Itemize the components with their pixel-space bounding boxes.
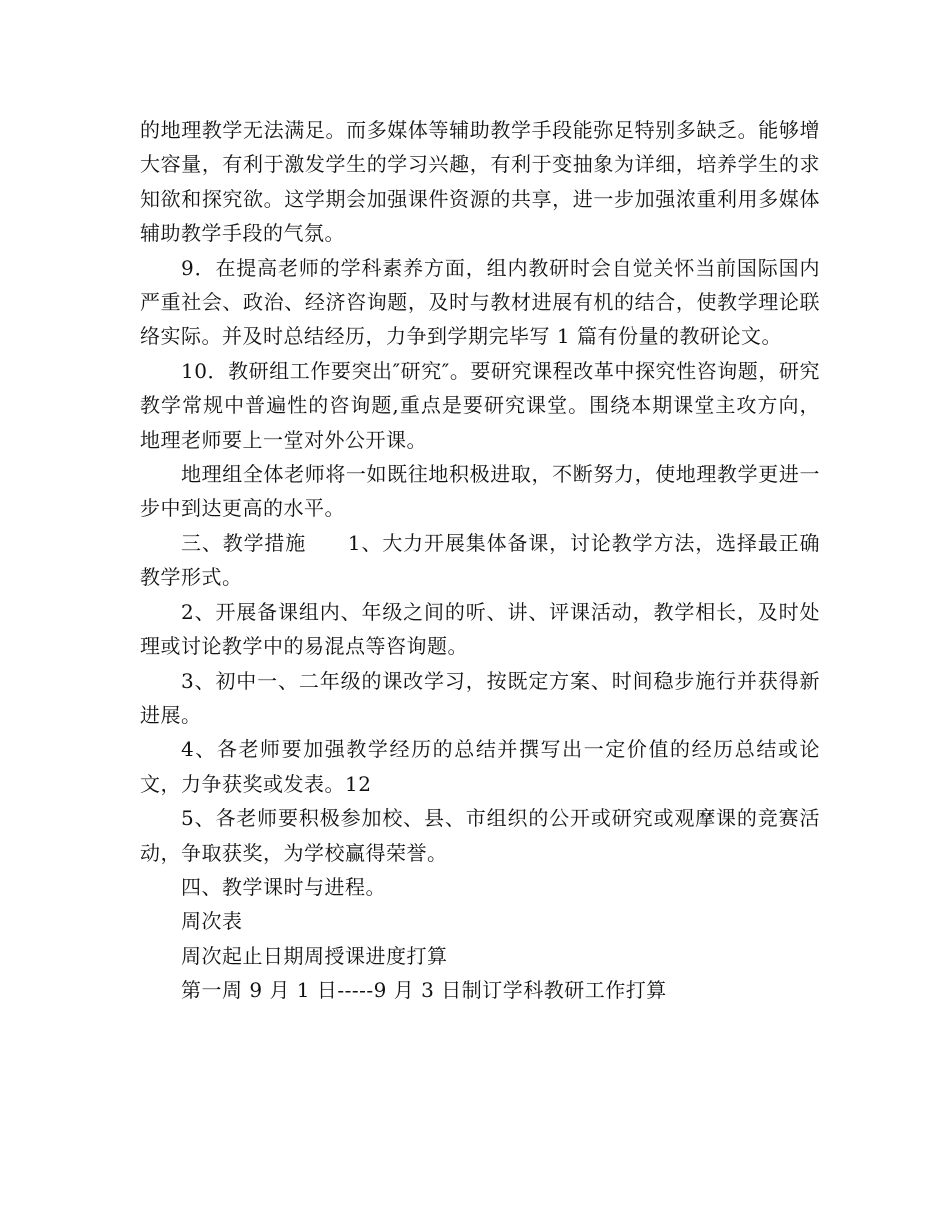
paragraph-intro: 的地理教学无法满足。而多媒体等辅助教学手段能弥足特别多缺乏。能够增大容量，有利于激发学生的学习兴趣，有利于变抽象为详细，培养学生的求知欲和探究欲。这学期会加强课件资源的共享，进一步加强浓重利用多媒体辅助教学手段的气氛。 xyxy=(140,118,820,246)
paragraph-item-9: 9．在提高老师的学科素养方面，组内教研时会自觉关怀当前国际国内严重社会、政治、经济咨询题，及时与教材进展有机的结合，使教学理论联络实际。并及时总结经历，力争到学期完毕写 1 篇有份量的教研论文。 xyxy=(140,255,820,349)
paragraph-measure-4: 4、各老师要加强教学经历的总结并撰写出一定价值的经历总结或论文，力争获奖或发表。12 xyxy=(140,737,820,796)
paragraph-measure-2: 2、开展备课组内、年级之间的听、讲、评课活动，教学相长，及时处理或讨论教学中的易混点等咨询题。 xyxy=(140,599,820,659)
paragraph-measures-heading: 三、教学措施 1、大力开展集体备课，讨论教学方法，选择最正确教学形式。 xyxy=(140,530,820,590)
table-row-week-1: 第一周 9 月 1 日-----9 月 3 日制订学科教研工作打算 xyxy=(181,978,667,1003)
paragraph-item-10: 10．教研组工作要突出″研究″。要研究课程改革中探究性咨询题，研究教学常规中普遍性的咨询题,重点是要研究课堂。围绕本期课堂主攻方向，地理老师要上一堂对外公开课。 xyxy=(140,358,820,452)
document-body xyxy=(140,113,820,1008)
paragraph-measure-3: 3、初中一、二年级的课改学习，按既定方案、时间稳步施行并获得新进展。 xyxy=(140,668,820,727)
table-header-row: 周次起止日期周授课进度打算 xyxy=(181,943,448,968)
table-caption: 周次表 xyxy=(181,909,243,934)
paragraph-closing: 地理组全体老师将一如既往地积极进取，不断努力，使地理教学更进一步中到达更高的水平。 xyxy=(140,462,820,521)
section-heading-schedule: 四、教学课时与进程。 xyxy=(181,874,386,899)
paragraph-measure-5: 5、各老师要积极参加校、县、市组织的公开或研究或观摩课的竞赛活动，争取获奖，为学校赢得荣誉。 xyxy=(140,806,820,865)
